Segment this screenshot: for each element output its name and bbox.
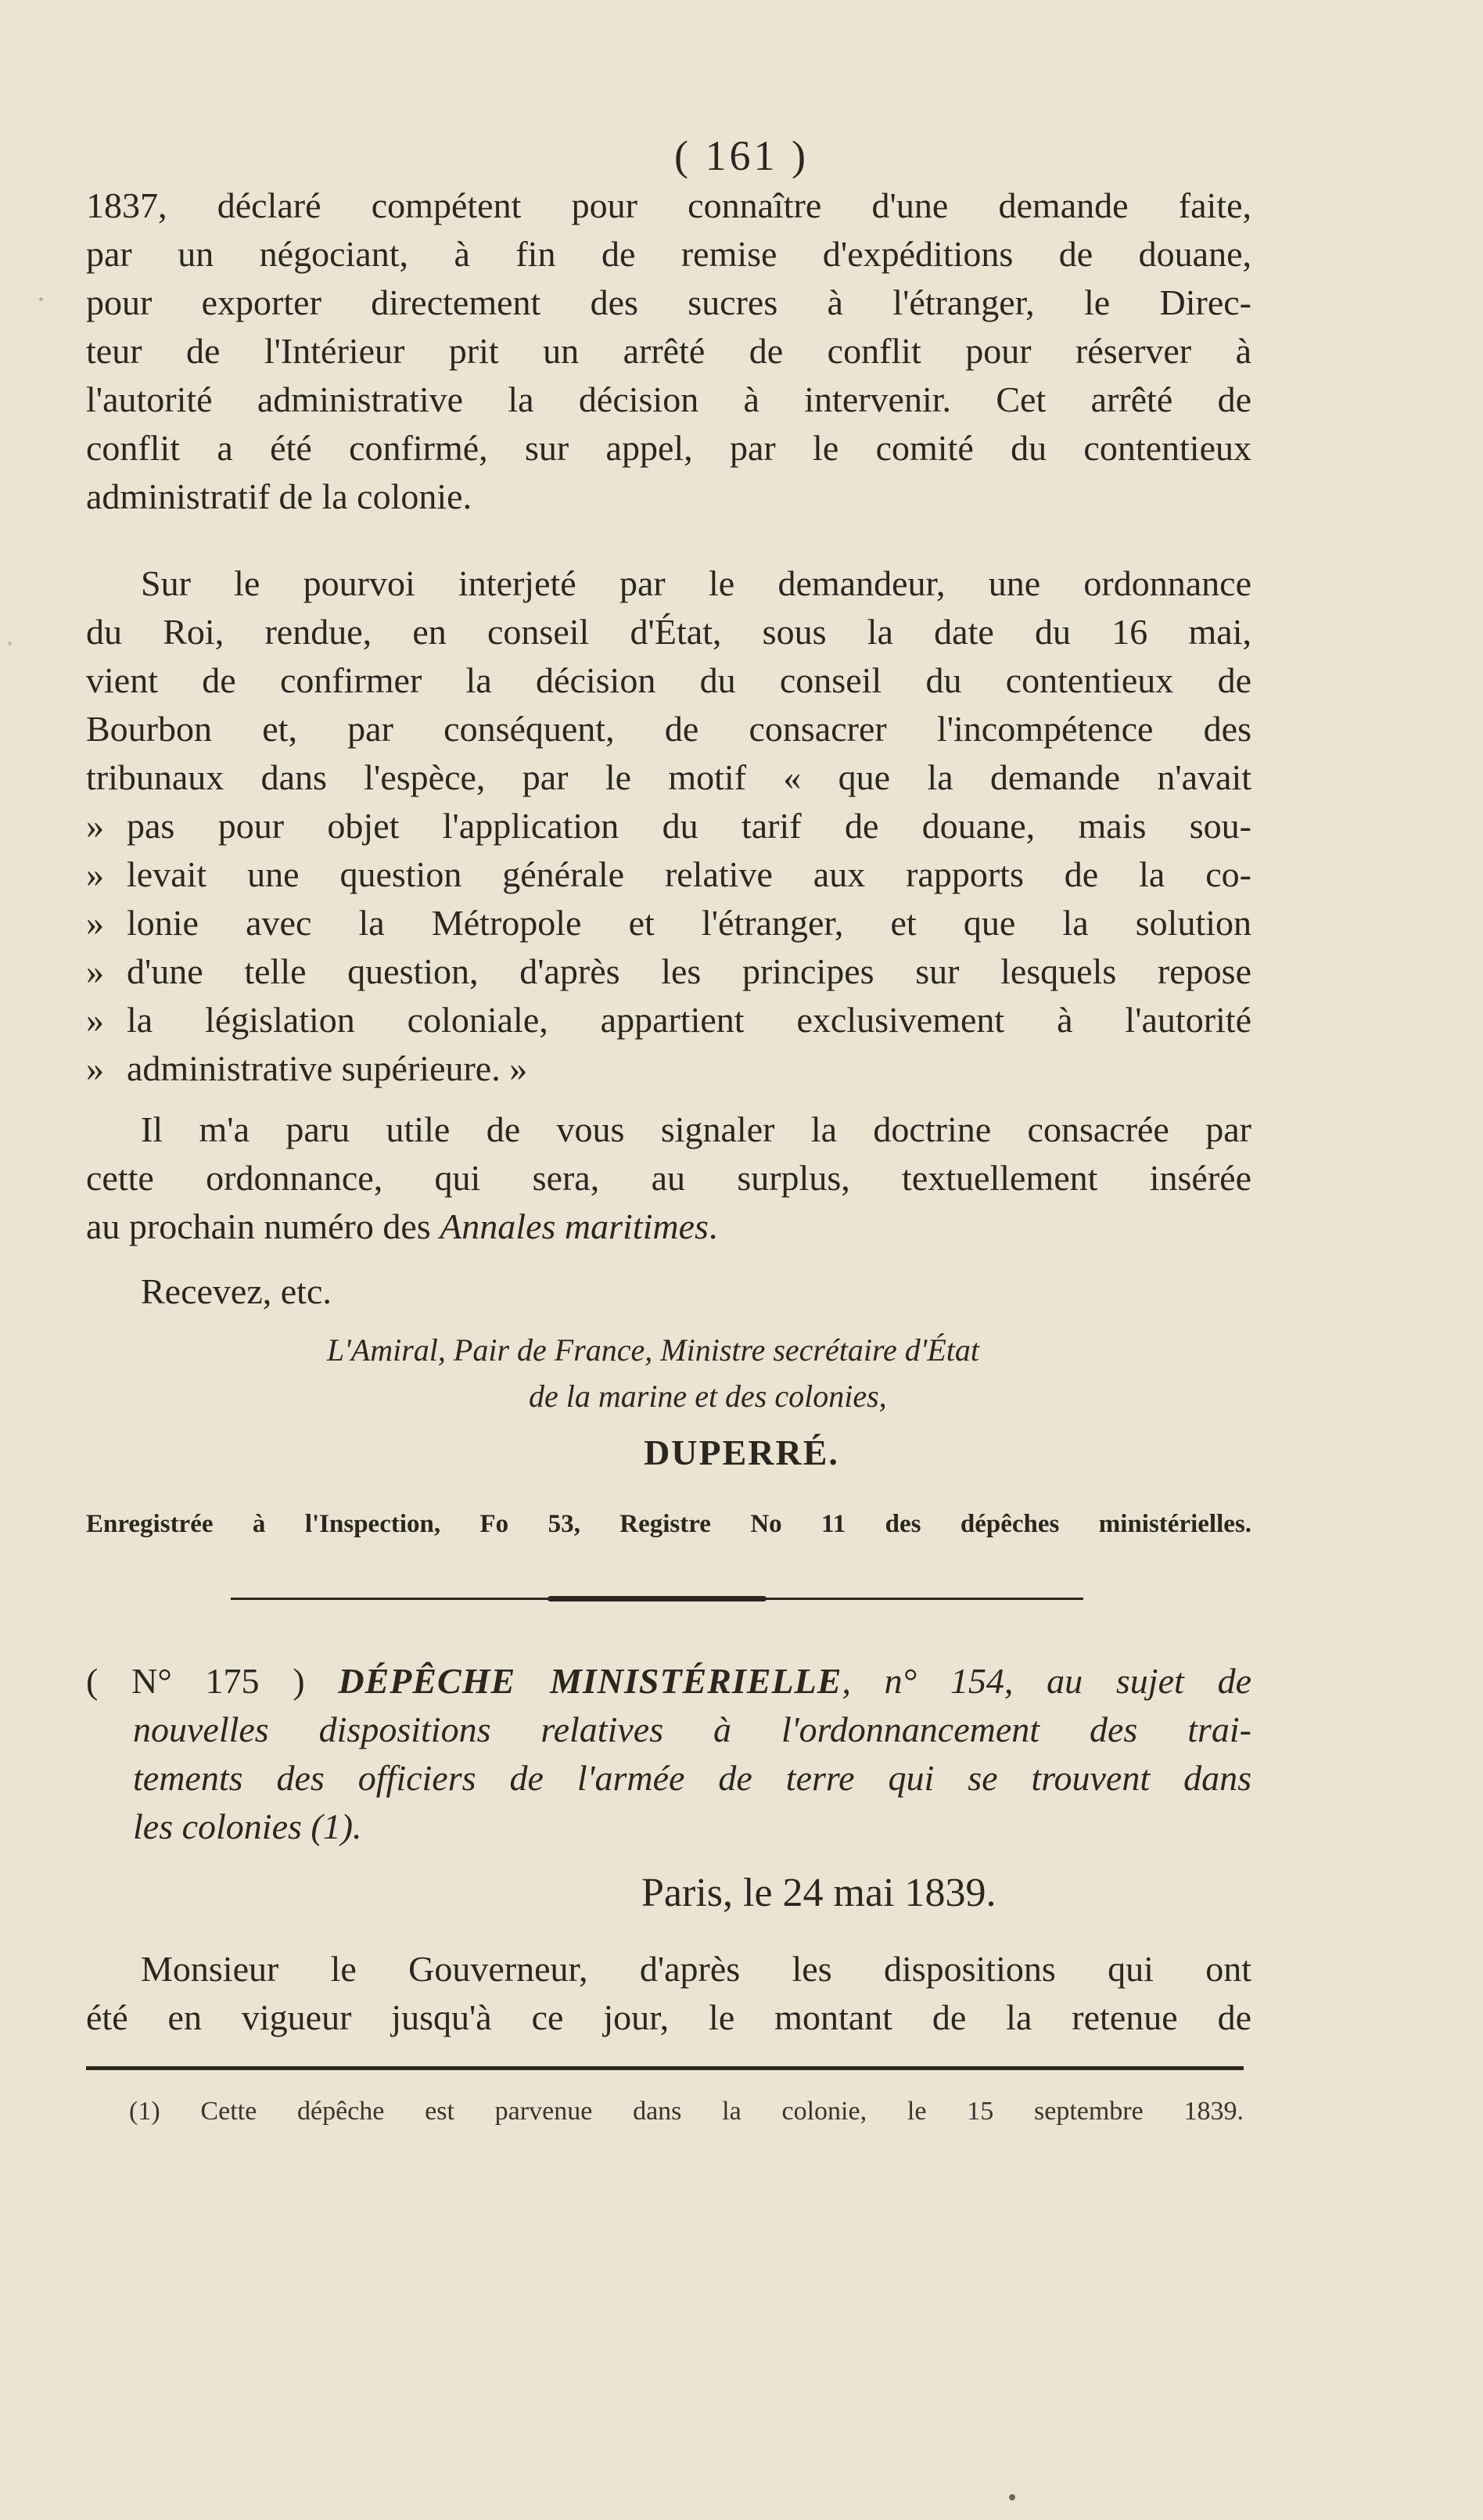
text-line: Bourbon et, par conséquent, de consacrer l'incompétence des <box>86 709 1251 749</box>
paragraph-2 <box>86 559 1251 1093</box>
quote-line <box>86 996 1251 1044</box>
dispatch-subject-start: , n° 154, au sujet de <box>842 1661 1251 1701</box>
quote-text: la législation coloniale, appartient exclusivement à l'autorité <box>127 1000 1251 1040</box>
dateline: Paris, le 24 mai 1839. <box>641 1871 996 1915</box>
text-line: tribunaux dans l'espèce, par le motif « que la demande n'avait <box>86 757 1251 797</box>
heading-line <box>86 1657 1251 1706</box>
dispatch-title: DÉPÊCHE MINISTÉRIELLE <box>338 1661 842 1701</box>
journal-title: Annales maritimes <box>440 1206 709 1246</box>
text-line: conflit a été confirmé, sur appel, par le comité du contentieux <box>86 428 1251 468</box>
text-line: teur de l'Intérieur prit un arrêté de conflit pour réserver à <box>86 331 1251 371</box>
dispatch-heading <box>86 1657 1251 1851</box>
quote-mark: » <box>86 903 104 943</box>
text-line: du Roi, rendue, en conseil d'État, sous la date du 16 mai, <box>86 612 1251 652</box>
signature-title-line1: L'Amiral, Pair de France, Ministre secrétaire d'État <box>327 1332 980 1368</box>
text-span: au prochain numéro des <box>86 1206 440 1246</box>
footnote: (1) Cette dépêche est parvenue dans la colonie, le 15 septembre 1839. <box>129 2097 1244 2126</box>
quote-mark: » <box>86 951 104 991</box>
text-line: été en vigueur jusqu'à ce jour, le montant de la retenue de <box>86 1997 1251 2037</box>
text-line: pour exporter directement des sucres à l'étranger, le Direc- <box>86 282 1251 322</box>
dispatch-body <box>86 1945 1251 2042</box>
dispatch-number: ( N° 175 ) <box>86 1661 339 1701</box>
quote-text: administrative supérieure. » <box>127 1048 528 1088</box>
text-line: vient de confirmer la décision du conseil du contentieux de <box>86 660 1251 700</box>
signature-title-line2: de la marine et des colonies, <box>529 1379 887 1414</box>
heading-line: nouvelles dispositions relatives à l'ordonnancement des trai- <box>133 1709 1251 1749</box>
quote-line <box>86 1044 1251 1093</box>
quote-mark: » <box>86 1048 104 1088</box>
signature-name: DUPERRÉ. <box>644 1433 839 1472</box>
quote-mark: » <box>86 806 104 846</box>
text-line: cette ordonnance, qui sera, au surplus, textuellement insérée <box>86 1158 1251 1198</box>
text-line: l'autorité administrative la décision à intervenir. Cet arrêté de <box>86 379 1251 419</box>
heading-line: tements des officiers de l'armée de terre qui se trouvent dans <box>133 1758 1251 1798</box>
quote-text: pas pour objet l'application du tarif de douane, mais sou- <box>127 806 1251 846</box>
text-line: Monsieur le Gouverneur, d'après les dispositions qui ont <box>141 1949 1251 1989</box>
quote-mark: » <box>86 1000 104 1040</box>
registration-note: Enregistrée à l'Inspection, Fo 53, Registre No 11 des dépêches ministérielles. <box>86 1510 1251 1538</box>
page-number: ( 161 ) <box>674 132 809 179</box>
quote-line <box>86 850 1251 899</box>
quote-line <box>86 899 1251 947</box>
paragraph-3 <box>86 1105 1251 1251</box>
text-line: par un négociant, à fin de remise d'expéditions de douane, <box>86 234 1251 274</box>
text-span: . <box>708 1206 718 1246</box>
footnote-rule <box>86 2066 1244 2070</box>
paper-speck <box>39 297 43 301</box>
text-line: administratif de la colonie. <box>86 476 472 516</box>
closing-block <box>86 1267 1251 1316</box>
text-line: Sur le pourvoi interjeté par le demandeur, une ordonnance <box>141 563 1251 603</box>
closing-line: Recevez, etc. <box>141 1271 332 1311</box>
quote-line <box>86 802 1251 850</box>
text-line: Il m'a paru utile de vous signaler la doctrine consacrée par <box>141 1109 1251 1149</box>
paper-speck <box>8 642 12 645</box>
text-line <box>86 1202 1251 1251</box>
paragraph-1 <box>86 182 1251 521</box>
heading-line: les colonies (1). <box>133 1806 362 1846</box>
quote-text: lonie avec la Métropole et l'étranger, et que la solution <box>127 903 1251 943</box>
quote-line <box>86 947 1251 996</box>
separator-ornament <box>548 1596 767 1602</box>
paper-speck <box>1009 2494 1015 2500</box>
quote-text: levait une question générale relative aux rapports de la co- <box>127 854 1251 894</box>
quote-text: d'une telle question, d'après les principes sur lesquels repose <box>127 951 1251 991</box>
text-line: 1837, déclaré compétent pour connaître d'une demande faite, <box>86 185 1251 225</box>
quote-mark: » <box>86 854 104 894</box>
